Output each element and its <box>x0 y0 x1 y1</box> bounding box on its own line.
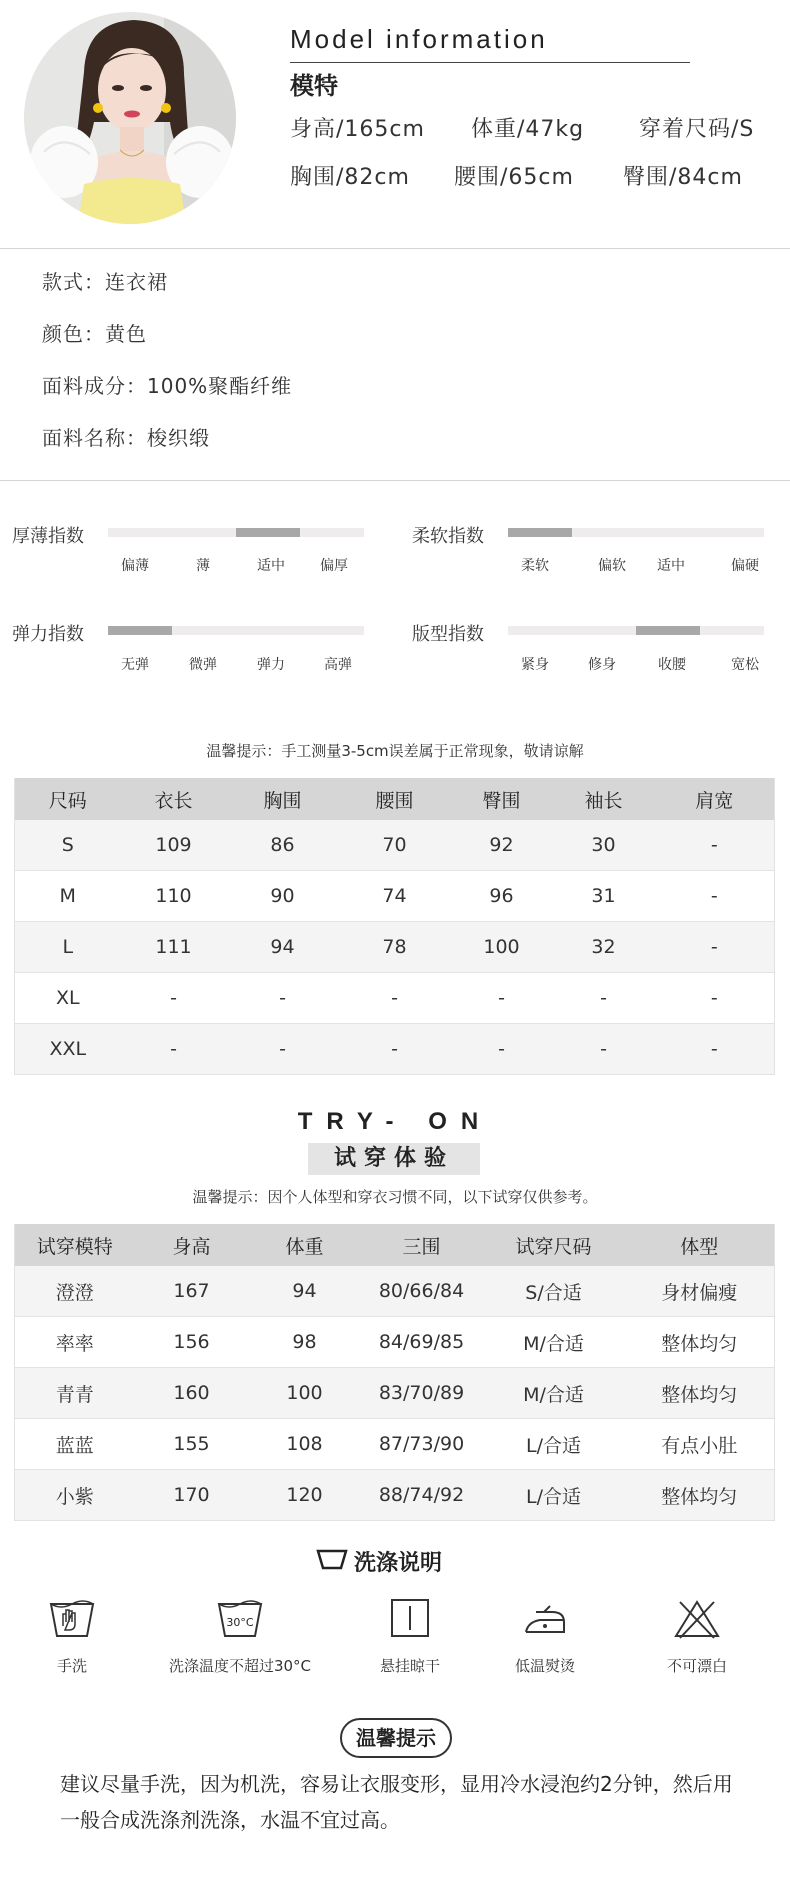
table-cell: 70 <box>339 820 451 871</box>
table-cell: L/合适 <box>483 1470 625 1521</box>
table-cell: - <box>553 973 655 1024</box>
index-option: 柔软 <box>521 558 549 574</box>
column-header: 体重 <box>249 1224 361 1266</box>
size-table-row <box>15 922 775 973</box>
table-cell: XXL <box>15 1024 121 1075</box>
index-option: 偏硬 <box>731 558 759 574</box>
low-iron-icon <box>520 1596 570 1642</box>
table-cell: - <box>655 1024 775 1075</box>
table-cell: 155 <box>135 1419 249 1470</box>
tryon-table-row <box>15 1266 775 1317</box>
table-cell: 整体均匀 <box>625 1368 775 1419</box>
wash-label-temperature: 洗涤温度不超过30°C <box>168 1657 312 1675</box>
wash-30-icon <box>215 1596 265 1642</box>
column-header: 腰围 <box>339 778 451 820</box>
wash-temp-label: 30°C <box>226 1616 254 1629</box>
wash-label-iron: 低温熨烫 <box>514 1657 575 1675</box>
table-cell: 87/73/90 <box>361 1419 483 1470</box>
index-bar-fit <box>508 626 764 635</box>
table-cell: 96 <box>451 871 553 922</box>
table-cell: 78 <box>339 922 451 973</box>
table-cell: 90 <box>227 871 339 922</box>
table-cell: - <box>655 973 775 1024</box>
tryon-note: 温馨提示：因个人体型和穿衣习惯不同，以下试穿仅供参考。 <box>192 1188 598 1206</box>
section-divider <box>0 248 790 249</box>
index-option: 高弹 <box>324 657 352 673</box>
model-bust: 胸围/82cm <box>290 165 410 190</box>
column-header: 试穿尺码 <box>483 1224 625 1266</box>
index-option: 紧身 <box>521 657 549 673</box>
index-bar-elasticity <box>108 626 364 635</box>
table-cell: 30 <box>553 820 655 871</box>
model-weight: 体重/47kg <box>471 117 585 142</box>
table-cell: M <box>15 871 121 922</box>
wash-label-hand: 手洗 <box>56 1657 87 1675</box>
index-fill <box>236 528 300 537</box>
table-cell: 84/69/85 <box>361 1317 483 1368</box>
table-cell: S/合适 <box>483 1266 625 1317</box>
table-cell: 整体均匀 <box>625 1317 775 1368</box>
table-cell: 108 <box>249 1419 361 1470</box>
column-header: 袖长 <box>553 778 655 820</box>
table-cell: 32 <box>553 922 655 973</box>
size-table-row <box>15 1024 775 1075</box>
table-cell: 小紫 <box>15 1470 135 1521</box>
index-fill <box>108 626 172 635</box>
index-label-thickness: 厚薄指数 <box>12 526 84 547</box>
index-bar-softness <box>508 528 764 537</box>
table-cell: - <box>121 973 227 1024</box>
model-info-subtitle: 模特 <box>290 72 338 100</box>
index-option: 偏软 <box>598 558 626 574</box>
wash-basin-icon <box>316 1548 348 1576</box>
wash-label-hang-dry: 悬挂晾干 <box>379 1657 440 1675</box>
model-size: 穿着尺码/S <box>639 117 755 142</box>
table-cell: - <box>553 1024 655 1075</box>
index-option: 微弹 <box>189 657 217 673</box>
table-cell: 94 <box>249 1266 361 1317</box>
index-option: 宽松 <box>731 657 759 673</box>
column-header: 胸围 <box>227 778 339 820</box>
table-cell: 澄澄 <box>15 1266 135 1317</box>
table-cell: 蓝蓝 <box>15 1419 135 1470</box>
table-cell: - <box>227 973 339 1024</box>
model-avatar <box>24 12 236 224</box>
column-header: 衣长 <box>121 778 227 820</box>
table-cell: - <box>655 820 775 871</box>
hang-dry-icon <box>385 1596 435 1642</box>
table-cell: 31 <box>553 871 655 922</box>
table-cell: 109 <box>121 820 227 871</box>
index-option: 无弹 <box>121 657 149 673</box>
index-option: 修身 <box>588 657 616 673</box>
tryon-subtitle: 试穿体验 <box>308 1143 480 1175</box>
table-cell: 身材偏瘦 <box>625 1266 775 1317</box>
size-table-row <box>15 820 775 871</box>
table-cell: - <box>121 1024 227 1075</box>
table-cell: 74 <box>339 871 451 922</box>
index-label-elasticity: 弹力指数 <box>12 624 84 645</box>
size-table-row <box>15 973 775 1024</box>
index-option: 薄 <box>196 558 210 574</box>
model-title-underline <box>290 62 690 63</box>
model-waist: 腰围/65cm <box>454 165 574 190</box>
column-header: 肩宽 <box>655 778 775 820</box>
table-cell: 80/66/84 <box>361 1266 483 1317</box>
table-cell: 100 <box>451 922 553 973</box>
tryon-table-row <box>15 1317 775 1368</box>
column-header: 试穿模特 <box>15 1224 135 1266</box>
wash-label-bleach: 不可漂白 <box>666 1657 727 1675</box>
size-table-row <box>15 871 775 922</box>
tryon-table-row <box>15 1368 775 1419</box>
tryon-table <box>14 1224 775 1521</box>
table-cell: 120 <box>249 1470 361 1521</box>
attr-style: 款式：连衣裙 <box>42 270 168 294</box>
size-note: 温馨提示：手工测量3-5cm误差属于正常现象，敬请谅解 <box>206 742 584 760</box>
column-header: 尺码 <box>15 778 121 820</box>
no-bleach-icon <box>672 1596 722 1642</box>
table-cell: 160 <box>135 1368 249 1419</box>
table-cell: M/合适 <box>483 1317 625 1368</box>
index-fill <box>508 528 572 537</box>
table-cell: - <box>451 973 553 1024</box>
index-option: 适中 <box>657 558 685 574</box>
column-header: 臀围 <box>451 778 553 820</box>
column-header: 三围 <box>361 1224 483 1266</box>
index-option: 偏厚 <box>320 558 348 574</box>
model-info-section <box>0 0 790 248</box>
table-cell: 92 <box>451 820 553 871</box>
washing-heading <box>316 1546 442 1578</box>
table-cell: 100 <box>249 1368 361 1419</box>
index-option: 收腰 <box>658 657 686 673</box>
table-cell: L/合适 <box>483 1419 625 1470</box>
table-cell: 88/74/92 <box>361 1470 483 1521</box>
table-cell: - <box>339 973 451 1024</box>
table-cell: 青青 <box>15 1368 135 1419</box>
attr-fabric-name: 面料名称：梭织缎 <box>42 426 210 450</box>
tryon-title: TRY- ON <box>297 1108 493 1135</box>
index-option: 偏薄 <box>121 558 149 574</box>
table-cell: XL <box>15 973 121 1024</box>
tryon-table-row <box>15 1419 775 1470</box>
table-cell: - <box>655 871 775 922</box>
size-table <box>14 778 775 1075</box>
attr-color: 颜色：黄色 <box>42 322 147 346</box>
index-option: 适中 <box>257 558 285 574</box>
section-divider <box>0 480 790 481</box>
tryon-table-header <box>15 1224 775 1266</box>
table-cell: M/合适 <box>483 1368 625 1419</box>
table-cell: 率率 <box>15 1317 135 1368</box>
index-option: 弹力 <box>257 657 285 673</box>
table-cell: - <box>655 922 775 973</box>
table-cell: - <box>451 1024 553 1075</box>
table-cell: 110 <box>121 871 227 922</box>
column-header: 体型 <box>625 1224 775 1266</box>
column-header: 身高 <box>135 1224 249 1266</box>
table-cell: 167 <box>135 1266 249 1317</box>
size-table-header <box>15 778 775 820</box>
tips-text: 建议尽量手洗，因为机洗，容易让衣服变形，显用冷水浸泡约2分钟，然后用一般合成洗涤剂洗涤，水温不宜过高。 <box>60 1772 733 1832</box>
table-cell: - <box>227 1024 339 1075</box>
table-cell: 98 <box>249 1317 361 1368</box>
tips-title: 温馨提示 <box>340 1718 452 1758</box>
model-info-title: Model information <box>290 24 548 54</box>
table-cell: 170 <box>135 1470 249 1521</box>
hand-wash-icon <box>47 1596 97 1642</box>
table-cell: 整体均匀 <box>625 1470 775 1521</box>
model-hip: 臀围/84cm <box>623 165 743 190</box>
index-label-softness: 柔软指数 <box>412 526 484 547</box>
index-bar-thickness <box>108 528 364 537</box>
table-cell: 111 <box>121 922 227 973</box>
index-fill <box>636 626 700 635</box>
tryon-table-row <box>15 1470 775 1521</box>
model-height: 身高/165cm <box>290 117 425 142</box>
attr-fabric-composition: 面料成分：100%聚酯纤维 <box>42 374 293 398</box>
washing-title: 洗涤说明 <box>354 1551 443 1576</box>
table-cell: 83/70/89 <box>361 1368 483 1419</box>
table-cell: - <box>339 1024 451 1075</box>
table-cell: L <box>15 922 121 973</box>
table-cell: S <box>15 820 121 871</box>
table-cell: 156 <box>135 1317 249 1368</box>
table-cell: 94 <box>227 922 339 973</box>
table-cell: 有点小肚 <box>625 1419 775 1470</box>
index-label-fit: 版型指数 <box>412 624 484 645</box>
table-cell: 86 <box>227 820 339 871</box>
